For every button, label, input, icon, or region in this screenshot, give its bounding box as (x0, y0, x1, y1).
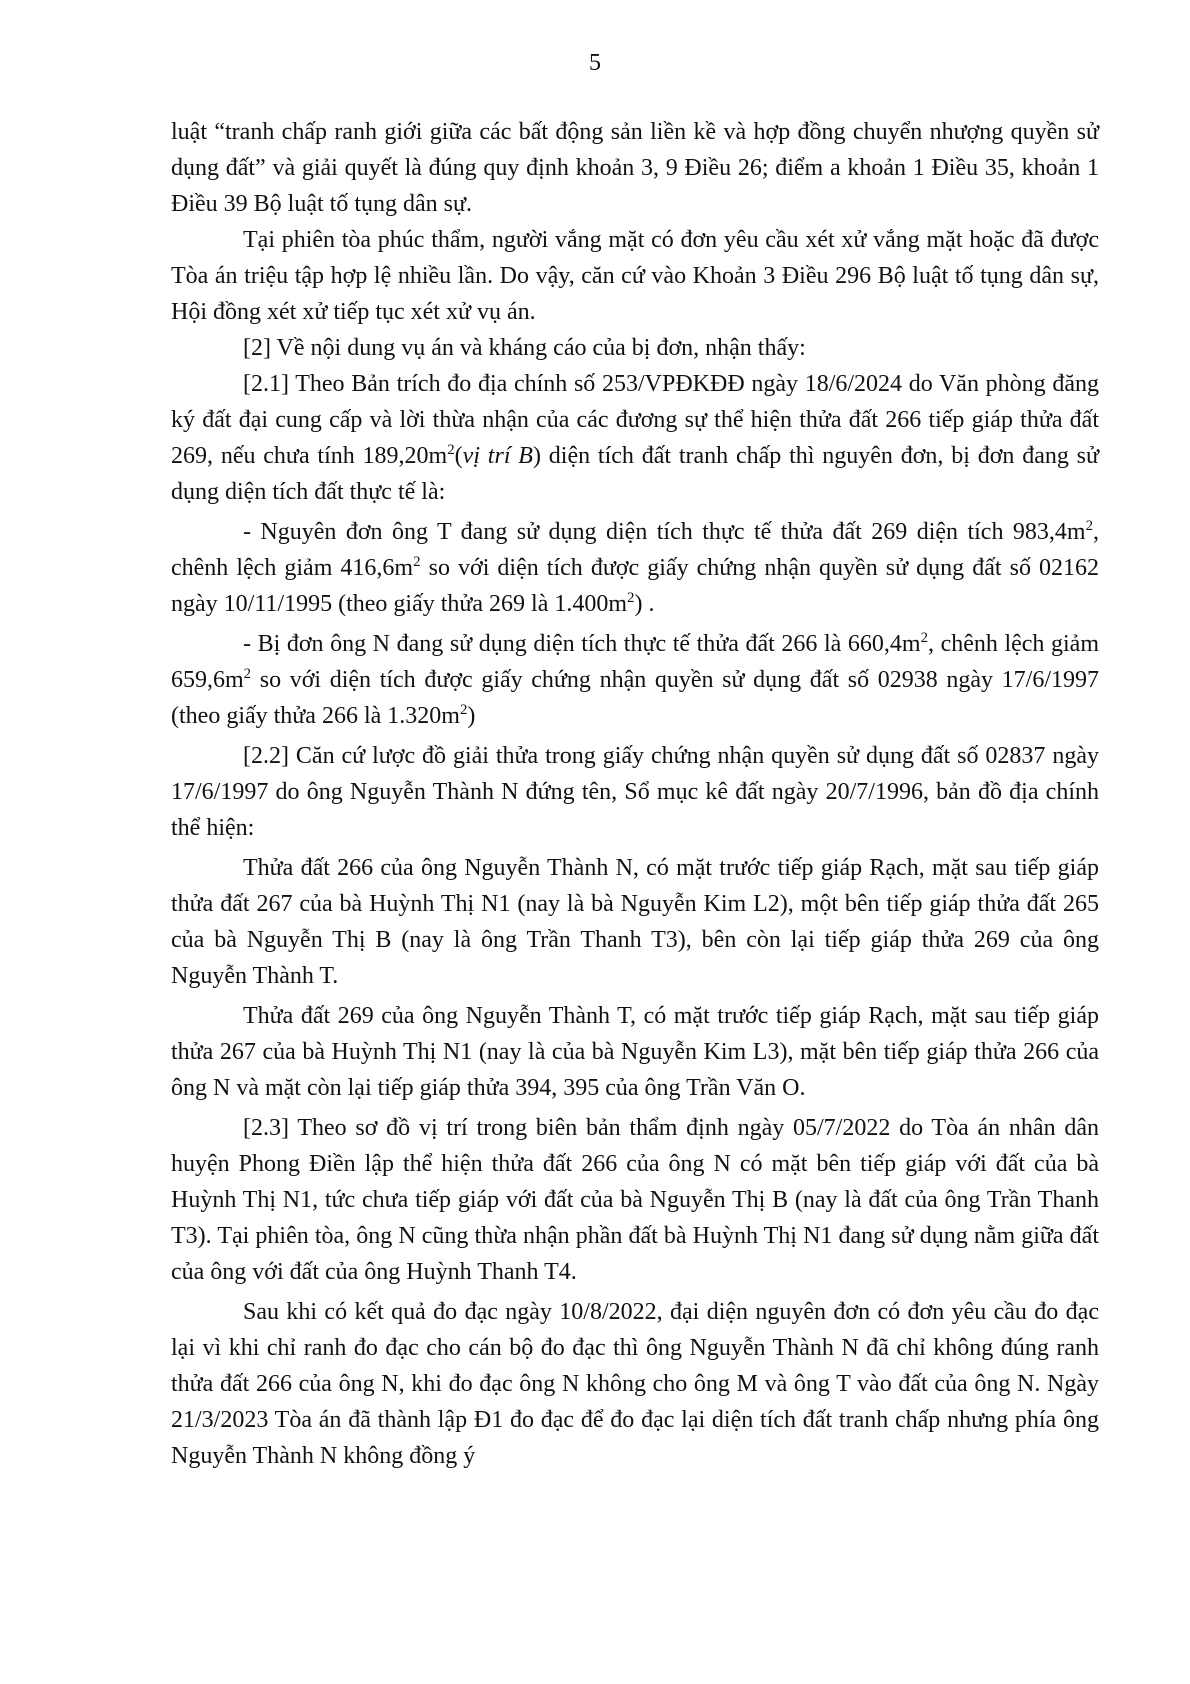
page-number: 5 (589, 50, 601, 76)
paragraph-parcel-266: Thửa đất 266 của ông Nguyễn Thành N, có mặt trước tiếp giáp Rạch, mặt sau tiếp giáp thửa đất 267 của bà Huỳnh Thị N1 (nay là bà Nguyễn Kim L2), một bên tiếp giáp thửa đất 265 của bà Nguyễn Thị B (nay là ông Trần Thanh T3), bên còn lại tiếp giáp thửa 269 của ông Nguyễn Thành T. (171, 855, 1099, 989)
paragraph-2-2: [2.2] Căn cứ lược đồ giải thửa trong giấy chứng nhận quyền sử dụng đất số 02837 ngày 17/6/1997 do ông Nguyễn Thành N đứng tên, Sổ mục kê đất ngày 20/7/1996, bản đồ địa chính thể hiện: (171, 743, 1099, 841)
paragraph-continuation: luật “tranh chấp ranh giới giữa các bất động sản liền kề và hợp đồng chuyển nhượng quyền sử dụng đất” và giải quyết là đúng quy định khoản 3, 9 Điều 26; điểm a khoản 1 Điều 35, khoản 1 Điều 39 Bộ luật tố tụng dân sự. (171, 119, 1099, 217)
paragraph-appellate-hearing: Tại phiên tòa phúc thẩm, người vắng mặt có đơn yêu cầu xét xử vắng mặt hoặc đã được Tòa án triệu tập hợp lệ nhiều lần. Do vậy, căn cứ vào Khoản 3 Điều 296 Bộ luật tố tụng dân sự, Hội đồng xét xử tiếp tục xét xử vụ án. (171, 227, 1099, 325)
paragraph-parcel-269: Thửa đất 269 của ông Nguyễn Thành T, có mặt trước tiếp giáp Rạch, mặt sau tiếp giáp thửa 267 của bà Huỳnh Thị N1 (nay là của bà Nguyễn Kim L3), mặt bên tiếp giáp thửa 266 của ông N và mặt còn lại tiếp giáp thửa 394, 395 của ông Trần Văn O. (171, 1003, 1099, 1101)
paragraph-section-2-heading: [2] Về nội dung vụ án và kháng cáo của bị đơn, nhận thấy: (243, 335, 806, 361)
paragraph-plaintiff-area: - Nguyên đơn ông T đang sử dụng diện tích thực tế thửa đất 269 diện tích $983,4m^2$, chênh lệch giảm $416,6m^2$ so với diện tích được giấy chứng nhận quyền sử dụng đất số 02162 ngày 10/11/1995 (theo giấy thửa 269 là $1.400m^2$) . (171, 518, 1099, 617)
paragraph-2-1: [2.1] Theo Bản trích đo địa chính số 253/VPĐKĐĐ ngày 18/6/2024 do Văn phòng đăng ký đất đại cung cấp và lời thừa nhận của các đương sự thể hiện thửa đất 266 tiếp giáp thửa đất 269, nếu chưa tính $189,20m^2(vị$ trí B) diện tích đất tranh chấp thì nguyên đơn, bị đơn đang sử dụng diện tích đất thực tế là: (171, 371, 1100, 505)
paragraph-2-3: [2.3] Theo sơ đồ vị trí trong biên bản thẩm định ngày 05/7/2022 do Tòa án nhân dân huyện Phong Điền lập thể hiện thửa đất 266 của ông N có mặt bên tiếp giáp với đất của bà Huỳnh Thị N1, tức chưa tiếp giáp với đất của bà Nguyễn Thị B (nay là đất của ông Trần Thanh T3). Tại phiên tòa, ông N cũng thừa nhận phần đất bà Huỳnh Thị N1 đang sử dụng nằm giữa đất của ông với đất của ông Huỳnh Thanh T4. (171, 1115, 1099, 1285)
paragraph-remeasurement: Sau khi có kết quả đo đạc ngày 10/8/2022, đại diện nguyên đơn có đơn yêu cầu đo đạc lại vì khi chỉ ranh đo đạc cho cán bộ đo đạc thì ông Nguyễn Thành N đã chỉ không đúng ranh thửa đất 266 của ông N, khi đo đạc ông N không cho ông M và ông T vào đất của ông N. Ngày 21/3/2023 Tòa án đã thành lập Đ1 đo đạc để đo đạc lại diện tích đất tranh chấp nhưng phía ông Nguyễn Thành N không đồng ý (171, 1299, 1099, 1469)
document-body (171, 114, 1099, 1474)
paragraph-defendant-area: - Bị đơn ông N đang sử dụng diện tích thực tế thửa đất 266 là $660,4m^2$, chênh lệch giảm $659,6m^2$ so với diện tích được giấy chứng nhận quyền sử dụng đất số 02938 ngày 17/6/1997 (theo giấy thửa 266 là $1.320m^2$) (171, 630, 1100, 729)
